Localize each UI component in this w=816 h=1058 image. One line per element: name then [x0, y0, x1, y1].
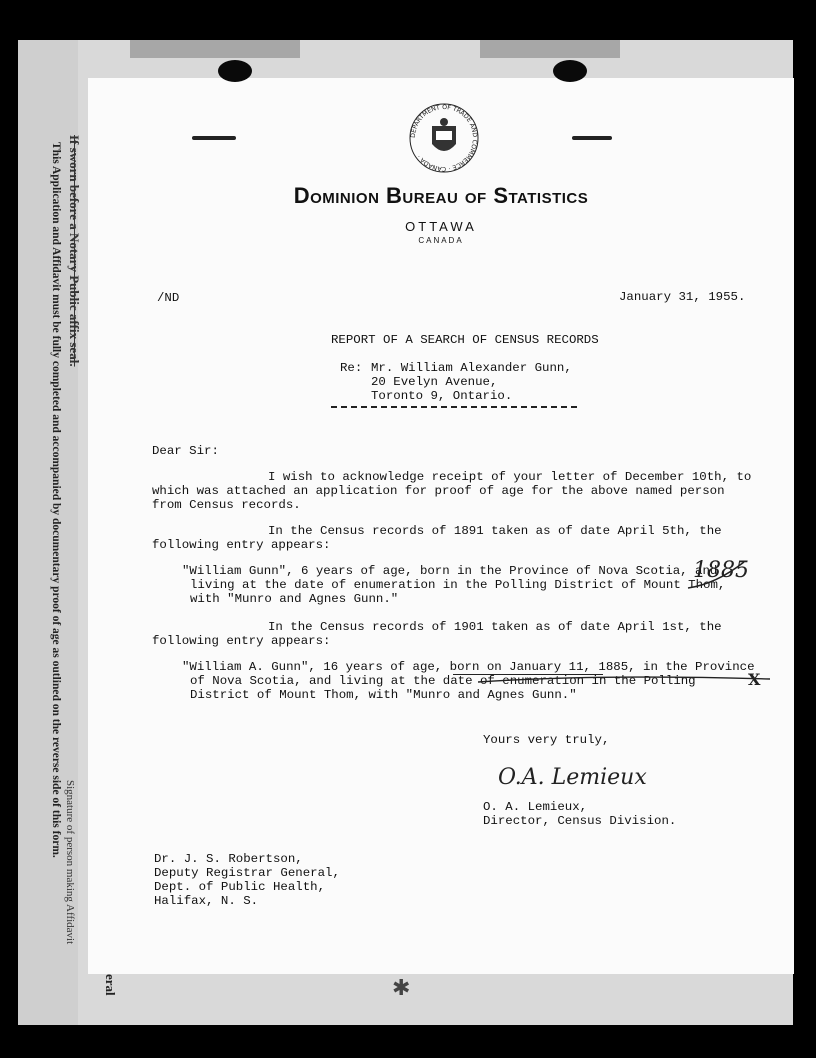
letter-date: January 31, 1955.	[619, 290, 746, 304]
punch-hole	[218, 60, 252, 82]
coat-of-arms-seal	[408, 102, 480, 174]
svg-text:DEPARTMENT OF TRADE AND COMMER: DEPARTMENT OF TRADE AND COMMERCE · CANADA ·	[409, 103, 479, 173]
paragraph-line: which was attached an application for proof of age for the above named person	[152, 484, 725, 498]
census-entry-line: District of Mount Thom, with "Munro and Agnes Gunn."	[190, 688, 577, 702]
paragraph-line: following entry appears:	[152, 634, 331, 648]
signer-name: O. A. Lemieux,	[483, 800, 588, 814]
recipient-line: Dept. of Public Health,	[154, 880, 326, 894]
punch-hole	[553, 60, 587, 82]
recipient-line: Halifax, N. S.	[154, 894, 259, 908]
paragraph-line: following entry appears:	[152, 538, 331, 552]
census-entry-line: "William Gunn", 6 years of age, born in the Province of Nova Scotia, and	[182, 564, 718, 578]
census-entry-line: living at the date of enumeration in the Polling District of Mount Thom,	[190, 578, 726, 592]
dashed-rule	[331, 406, 577, 408]
recipient-line: Dr. J. S. Robertson,	[154, 852, 303, 866]
notary-note: If sworn before a Notary Public affix seal.	[67, 135, 82, 367]
bottom-mark: ✱	[392, 975, 411, 1000]
signature: O.A. Lemieux	[498, 765, 647, 790]
paragraph-line: In the Census records of 1901 taken as of date April 1st, the	[268, 620, 722, 634]
salutation: Dear Sir:	[152, 444, 219, 458]
census-entry-line: of Nova Scotia, and living at the date of enumeration in the Polling	[190, 674, 696, 688]
census-entry-line: with "Munro and Agnes Gunn."	[190, 592, 399, 606]
handwritten-underline	[478, 672, 770, 686]
form-label-fragment: eral	[103, 974, 118, 996]
file-mark	[572, 136, 612, 140]
report-heading: REPORT OF A SEARCH OF CENSUS RECORDS	[331, 333, 599, 347]
re-line: Mr. William Alexander Gunn,	[371, 361, 572, 375]
letterhead-title: Dominion Bureau of Statistics	[293, 183, 589, 208]
closing: Yours very truly,	[483, 733, 610, 747]
re-label: Re:	[340, 361, 363, 375]
census-entry-line: "William A. Gunn", 16 years of age, born on January 11, 1885, in the Province	[182, 660, 755, 674]
paragraph-line: I wish to acknowledge receipt of your letter of December 10th, to	[268, 470, 752, 484]
tape-strip	[130, 40, 300, 58]
handwritten-year: 1885	[693, 558, 749, 583]
paragraph-line: In the Census records of 1891 taken as of date April 5th, the	[268, 524, 722, 538]
re-line: Toronto 9, Ontario.	[371, 389, 513, 403]
recipient-line: Deputy Registrar General,	[154, 866, 340, 880]
form-instruction: This Application and Affidavit must be fully completed and accompanied by documentary proof of age as outlined on the reverse side of this form.	[50, 142, 62, 858]
margin-x-mark: X	[748, 670, 761, 689]
letterhead-country: CANADA	[418, 236, 464, 245]
file-mark	[192, 136, 236, 140]
letter-reference: /ND	[157, 291, 180, 305]
signature-caption: Signature of person making Affidavit	[64, 780, 76, 945]
tape-strip	[480, 40, 620, 58]
handwritten-bracket	[686, 560, 746, 590]
letterhead-city: OTTAWA	[405, 219, 477, 234]
paragraph-line: from Census records.	[152, 498, 301, 512]
signer-title: Director, Census Division.	[483, 814, 677, 828]
re-line: 20 Evelyn Avenue,	[371, 375, 498, 389]
